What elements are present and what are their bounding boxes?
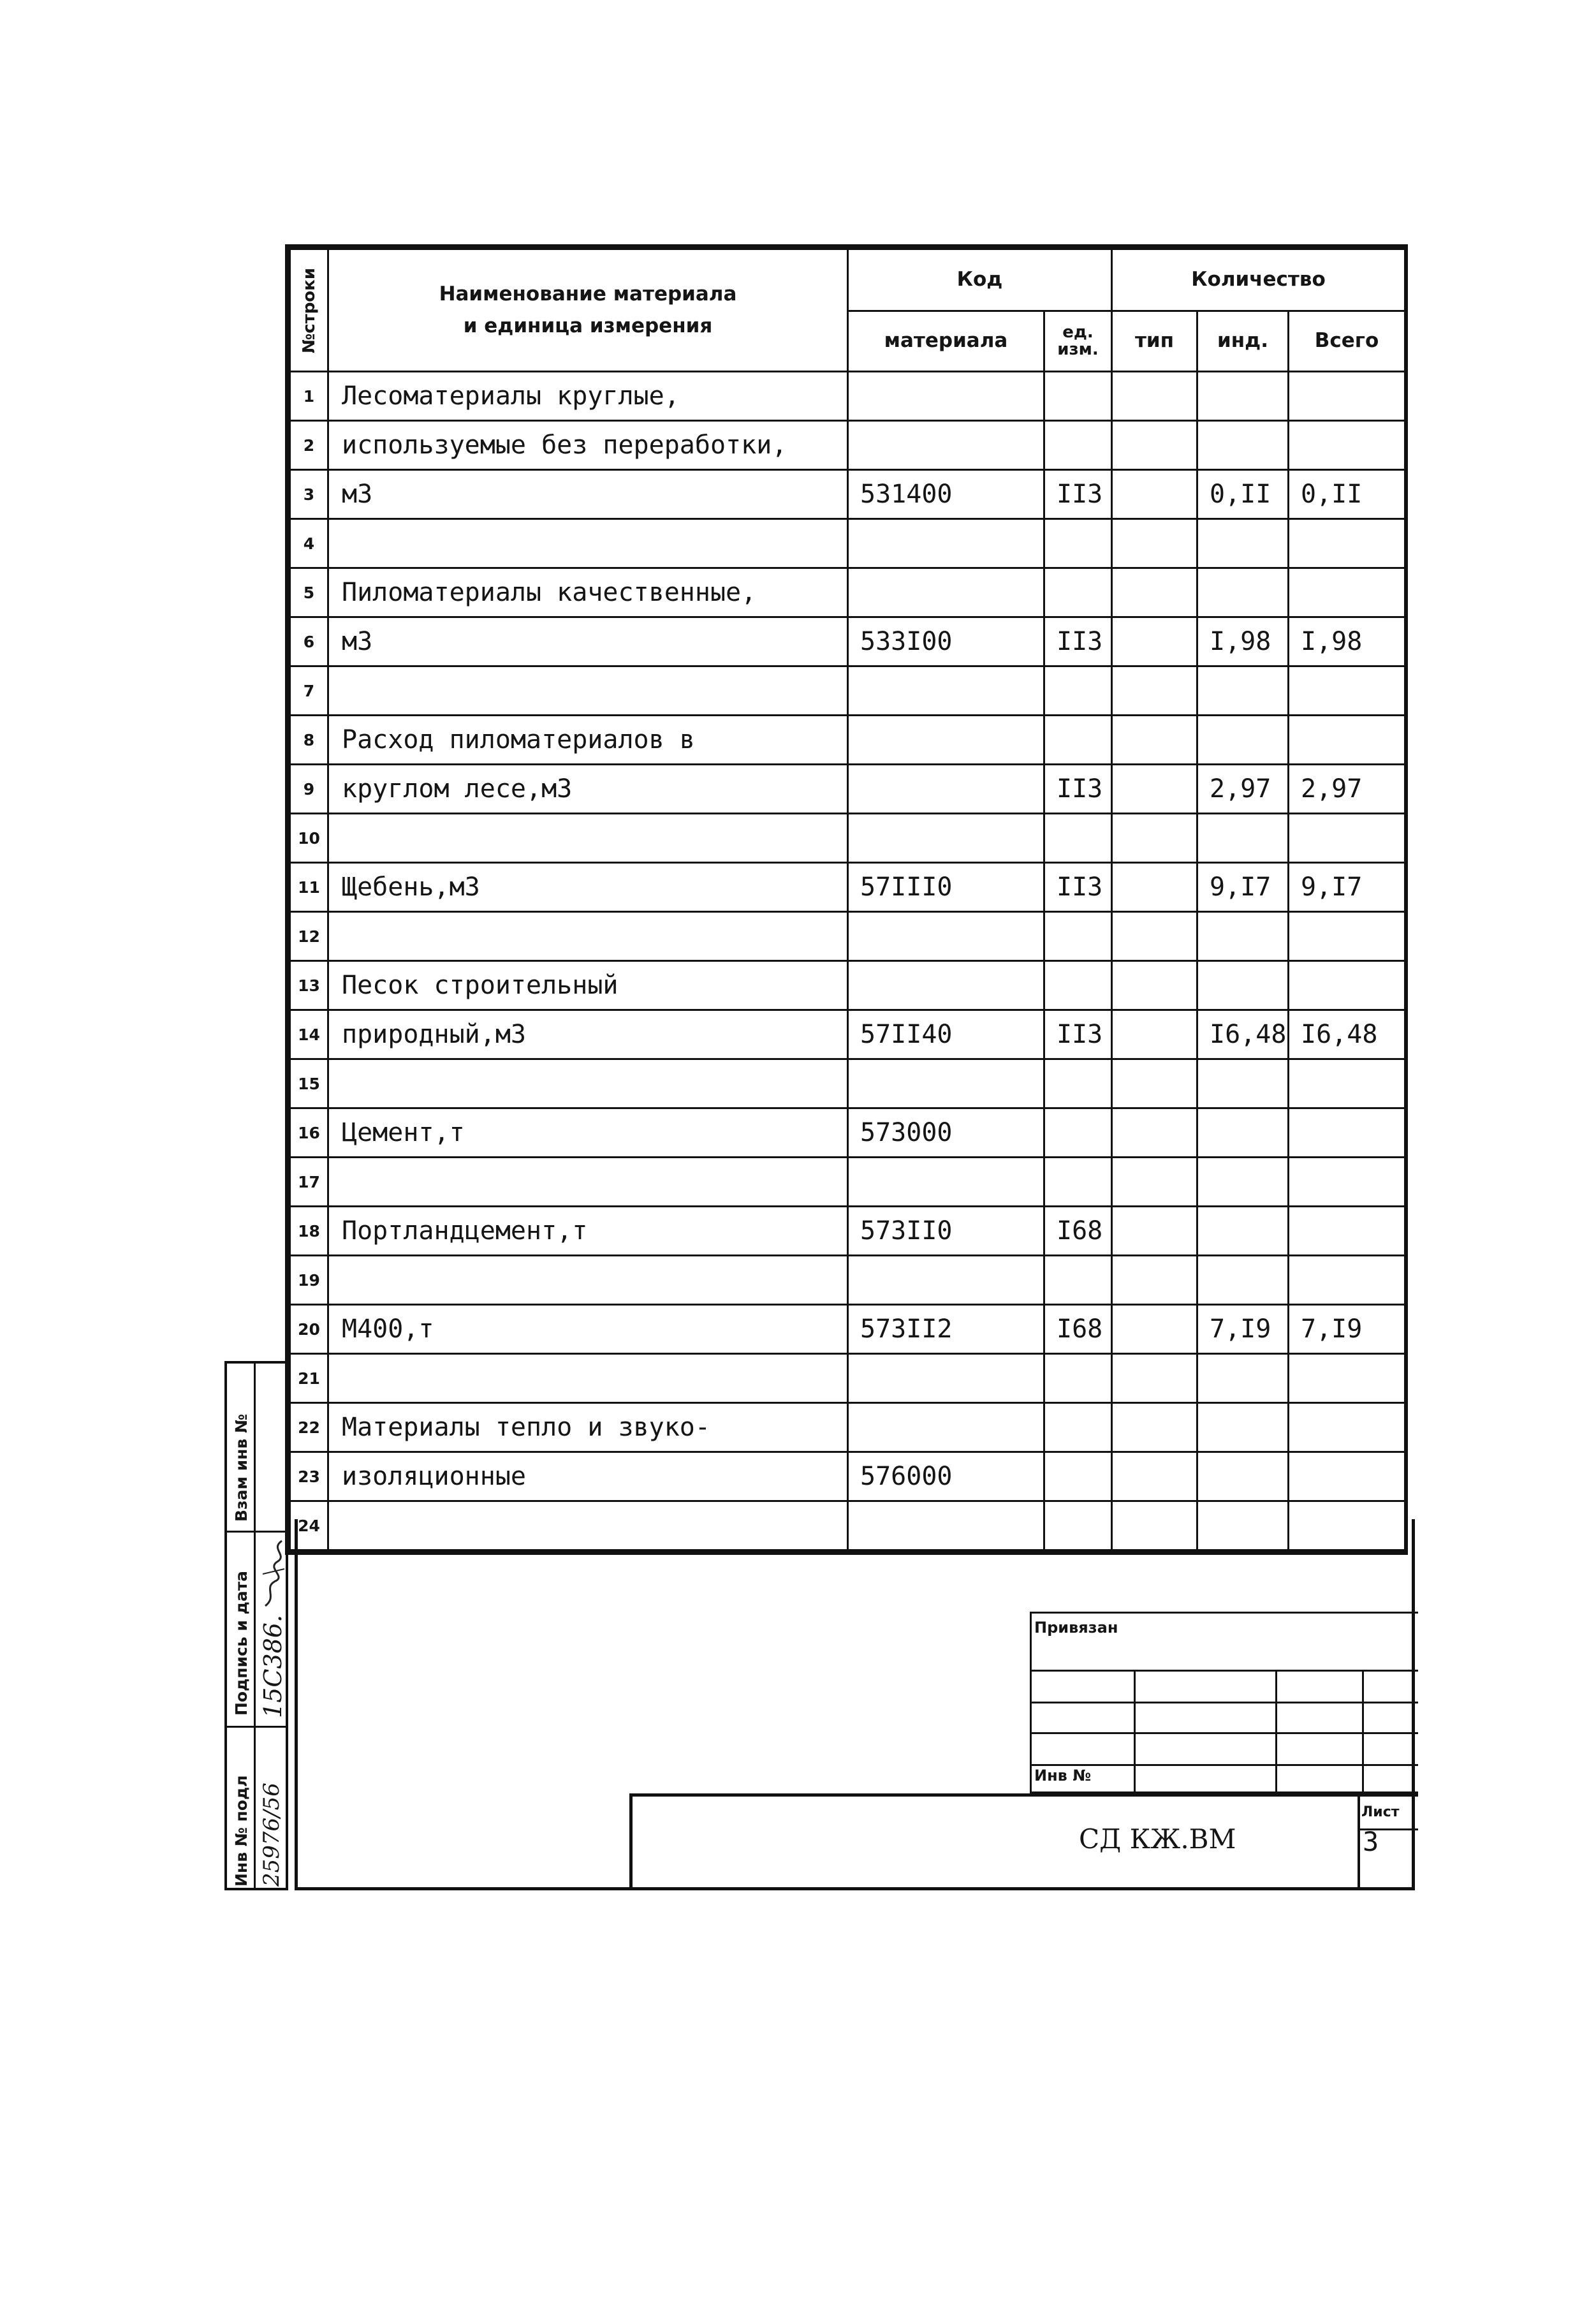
quantity-type-cell bbox=[1112, 1305, 1197, 1354]
side-stamp-divider-2 bbox=[227, 1726, 286, 1728]
quantity-total-cell bbox=[1289, 421, 1405, 470]
unit-code-cell: I68 bbox=[1044, 1207, 1112, 1256]
table-row bbox=[290, 1256, 1405, 1305]
table-row bbox=[290, 961, 1405, 1010]
material-name-cell bbox=[328, 1158, 848, 1207]
row-number-cell: 11 bbox=[290, 863, 328, 912]
quantity-type-cell bbox=[1112, 1403, 1197, 1452]
material-code-cell: 533I00 bbox=[848, 617, 1044, 666]
quantity-ind-cell: 0,II bbox=[1197, 470, 1289, 519]
material-code-cell bbox=[848, 666, 1044, 716]
binding-divider-3 bbox=[1032, 1732, 1418, 1734]
quantity-total-cell bbox=[1289, 912, 1405, 961]
quantity-total-header: Всего bbox=[1289, 311, 1405, 372]
quantity-type-header: тип bbox=[1112, 311, 1197, 372]
unit-code-cell: I68 bbox=[1044, 1305, 1112, 1354]
unit-code-cell bbox=[1044, 1452, 1112, 1501]
quantity-ind-cell bbox=[1197, 666, 1289, 716]
table-row bbox=[290, 1452, 1405, 1501]
material-name-cell bbox=[328, 1354, 848, 1403]
material-name-cell: Материалы тепло и звуко- bbox=[328, 1403, 848, 1452]
quantity-type-cell bbox=[1112, 814, 1197, 863]
material-code-cell bbox=[848, 1256, 1044, 1305]
quantity-type-cell bbox=[1112, 421, 1197, 470]
material-code-cell: 57III0 bbox=[848, 863, 1044, 912]
material-code-cell bbox=[848, 912, 1044, 961]
quantity-type-cell bbox=[1112, 372, 1197, 421]
material-code-cell bbox=[848, 421, 1044, 470]
quantity-total-cell bbox=[1289, 1452, 1405, 1501]
quantity-type-cell bbox=[1112, 1354, 1197, 1403]
unit-code-cell bbox=[1044, 666, 1112, 716]
table-row bbox=[290, 765, 1405, 814]
table-row bbox=[290, 863, 1405, 912]
quantity-type-cell bbox=[1112, 470, 1197, 519]
row-number-cell: 1 bbox=[290, 372, 328, 421]
table-row bbox=[290, 421, 1405, 470]
unit-code-cell bbox=[1044, 912, 1112, 961]
material-name-header-line2: и единица измерения bbox=[463, 314, 713, 337]
unit-code-cell: II3 bbox=[1044, 863, 1112, 912]
row-number-cell: 6 bbox=[290, 617, 328, 666]
quantity-type-cell bbox=[1112, 1256, 1197, 1305]
quantity-ind-cell: 2,97 bbox=[1197, 765, 1289, 814]
unit-code-cell: II3 bbox=[1044, 765, 1112, 814]
quantity-ind-cell bbox=[1197, 1403, 1289, 1452]
row-number-cell: 21 bbox=[290, 1354, 328, 1403]
sheet-divider bbox=[1358, 1797, 1360, 1890]
unit-code-cell: II3 bbox=[1044, 470, 1112, 519]
material-code-cell: 57II40 bbox=[848, 1010, 1044, 1059]
code-unit-header bbox=[1044, 311, 1112, 372]
quantity-type-cell bbox=[1112, 666, 1197, 716]
quantity-ind-cell: 9,I7 bbox=[1197, 863, 1289, 912]
table-row bbox=[290, 912, 1405, 961]
materials-table bbox=[285, 244, 1408, 1555]
quantity-ind-cell: I6,48 bbox=[1197, 1010, 1289, 1059]
quantity-ind-cell bbox=[1197, 912, 1289, 961]
row-number-cell: 4 bbox=[290, 519, 328, 568]
unit-code-cell bbox=[1044, 1108, 1112, 1158]
row-number-cell: 18 bbox=[290, 1207, 328, 1256]
quantity-total-cell bbox=[1289, 568, 1405, 617]
material-code-cell bbox=[848, 568, 1044, 617]
material-code-cell: 531400 bbox=[848, 470, 1044, 519]
side-stamp bbox=[224, 1361, 288, 1890]
quantity-ind-cell bbox=[1197, 716, 1289, 765]
table-row bbox=[290, 1207, 1405, 1256]
material-code-cell bbox=[848, 372, 1044, 421]
side-stamp-divider-1 bbox=[227, 1531, 286, 1533]
material-code-cell: 573II0 bbox=[848, 1207, 1044, 1256]
table-row bbox=[290, 1158, 1405, 1207]
quantity-ind-cell bbox=[1197, 1354, 1289, 1403]
material-name-cell: Песок строительный bbox=[328, 961, 848, 1010]
side-label-vzam: Взам инв № bbox=[232, 1414, 251, 1522]
table-row bbox=[290, 716, 1405, 765]
quantity-total-cell bbox=[1289, 716, 1405, 765]
sheet-label: Лист bbox=[1361, 1804, 1400, 1820]
row-number-cell: 16 bbox=[290, 1108, 328, 1158]
quantity-ind-cell bbox=[1197, 519, 1289, 568]
material-code-cell bbox=[848, 519, 1044, 568]
quantity-total-cell bbox=[1289, 1059, 1405, 1108]
table-header-row-1 bbox=[290, 249, 1405, 311]
table-row bbox=[290, 1354, 1405, 1403]
unit-code-cell: II3 bbox=[1044, 617, 1112, 666]
quantity-header: Количество bbox=[1112, 249, 1405, 311]
row-number-cell: 7 bbox=[290, 666, 328, 716]
quantity-total-cell: I6,48 bbox=[1289, 1010, 1405, 1059]
material-name-cell: м3 bbox=[328, 470, 848, 519]
unit-code-cell bbox=[1044, 1158, 1112, 1207]
material-name-cell: Лесоматериалы круглые, bbox=[328, 372, 848, 421]
unit-code-cell bbox=[1044, 1256, 1112, 1305]
material-name-cell bbox=[328, 912, 848, 961]
unit-code-cell bbox=[1044, 1059, 1112, 1108]
material-code-cell bbox=[848, 716, 1044, 765]
quantity-type-cell bbox=[1112, 1158, 1197, 1207]
unit-code-cell bbox=[1044, 814, 1112, 863]
code-unit-header-text: ед. изм. bbox=[1057, 322, 1099, 359]
quantity-total-cell bbox=[1289, 666, 1405, 716]
unit-code-cell bbox=[1044, 961, 1112, 1010]
quantity-ind-cell bbox=[1197, 421, 1289, 470]
quantity-type-cell bbox=[1112, 1108, 1197, 1158]
quantity-type-cell bbox=[1112, 1207, 1197, 1256]
quantity-type-cell bbox=[1112, 912, 1197, 961]
table-row bbox=[290, 617, 1405, 666]
table-row bbox=[290, 1059, 1405, 1108]
row-number-cell: 22 bbox=[290, 1403, 328, 1452]
material-name-cell: Цемент,т bbox=[328, 1108, 848, 1158]
table-row bbox=[290, 1010, 1405, 1059]
table-row bbox=[290, 568, 1405, 617]
material-code-cell bbox=[848, 1403, 1044, 1452]
quantity-ind-header: инд. bbox=[1197, 311, 1289, 372]
material-name-header-line1: Наименование материала bbox=[439, 282, 737, 305]
binding-label: Привязан bbox=[1034, 1619, 1118, 1637]
quantity-total-cell: I,98 bbox=[1289, 617, 1405, 666]
material-name-cell: круглом лесе,м3 bbox=[328, 765, 848, 814]
material-name-header bbox=[328, 249, 848, 372]
material-code-cell bbox=[848, 961, 1044, 1010]
quantity-total-cell: 7,I9 bbox=[1289, 1305, 1405, 1354]
table-row bbox=[290, 1108, 1405, 1158]
quantity-total-cell bbox=[1289, 1403, 1405, 1452]
title-block bbox=[629, 1793, 1418, 1890]
quantity-ind-cell bbox=[1197, 1452, 1289, 1501]
binding-col-1 bbox=[1134, 1670, 1136, 1791]
quantity-ind-cell bbox=[1197, 1158, 1289, 1207]
material-name-cell: природный,м3 bbox=[328, 1010, 848, 1059]
quantity-total-cell: 9,I7 bbox=[1289, 863, 1405, 912]
row-number-cell: 12 bbox=[290, 912, 328, 961]
quantity-ind-cell bbox=[1197, 1256, 1289, 1305]
row-number-cell: 13 bbox=[290, 961, 328, 1010]
quantity-ind-cell bbox=[1197, 814, 1289, 863]
quantity-total-cell bbox=[1289, 1354, 1405, 1403]
material-code-cell bbox=[848, 765, 1044, 814]
material-name-cell bbox=[328, 519, 848, 568]
inv-no-label: Инв № bbox=[1034, 1767, 1092, 1784]
row-number-cell: 17 bbox=[290, 1158, 328, 1207]
unit-code-cell bbox=[1044, 1354, 1112, 1403]
quantity-total-cell bbox=[1289, 1207, 1405, 1256]
material-code-cell bbox=[848, 1158, 1044, 1207]
material-code-cell: 573II2 bbox=[848, 1305, 1044, 1354]
binding-divider-2 bbox=[1032, 1702, 1418, 1703]
row-number-header: №строки bbox=[290, 249, 328, 372]
material-name-cell bbox=[328, 1059, 848, 1108]
binding-divider-4 bbox=[1032, 1764, 1418, 1766]
unit-code-cell bbox=[1044, 519, 1112, 568]
row-number-cell: 10 bbox=[290, 814, 328, 863]
row-number-cell: 5 bbox=[290, 568, 328, 617]
material-code-cell bbox=[848, 1059, 1044, 1108]
unit-code-cell: II3 bbox=[1044, 1010, 1112, 1059]
document-code: СД КЖ.ВМ bbox=[1079, 1823, 1236, 1855]
material-name-cell: Портландцемент,т bbox=[328, 1207, 848, 1256]
inventory-number: 25976/56 bbox=[259, 1783, 284, 1887]
binding-divider-1 bbox=[1032, 1670, 1418, 1672]
table-row bbox=[290, 519, 1405, 568]
quantity-type-cell bbox=[1112, 1010, 1197, 1059]
unit-code-cell bbox=[1044, 716, 1112, 765]
material-code-cell: 573000 bbox=[848, 1108, 1044, 1158]
row-number-cell: 3 bbox=[290, 470, 328, 519]
signature-icon bbox=[259, 1536, 289, 1612]
unit-code-cell bbox=[1044, 568, 1112, 617]
quantity-total-cell bbox=[1289, 814, 1405, 863]
row-number-cell: 8 bbox=[290, 716, 328, 765]
quantity-type-cell bbox=[1112, 716, 1197, 765]
row-number-cell: 2 bbox=[290, 421, 328, 470]
quantity-type-cell bbox=[1112, 1059, 1197, 1108]
stamp-area bbox=[295, 1519, 1415, 1890]
quantity-type-cell bbox=[1112, 519, 1197, 568]
material-code-cell bbox=[848, 1354, 1044, 1403]
unit-code-cell bbox=[1044, 1403, 1112, 1452]
quantity-type-cell bbox=[1112, 765, 1197, 814]
material-name-cell: Пиломатериалы качественные, bbox=[328, 568, 848, 617]
material-name-cell: М400,т bbox=[328, 1305, 848, 1354]
table-row bbox=[290, 372, 1405, 421]
material-name-cell bbox=[328, 814, 848, 863]
quantity-total-cell bbox=[1289, 961, 1405, 1010]
table-row bbox=[290, 1305, 1405, 1354]
handwritten-date: 15С386. bbox=[259, 1614, 287, 1718]
side-stamp-col-divider bbox=[254, 1364, 256, 1888]
quantity-ind-cell bbox=[1197, 1059, 1289, 1108]
quantity-total-cell: 2,97 bbox=[1289, 765, 1405, 814]
quantity-ind-cell bbox=[1197, 961, 1289, 1010]
material-name-cell: Щебень,м3 bbox=[328, 863, 848, 912]
quantity-type-cell bbox=[1112, 961, 1197, 1010]
quantity-total-cell bbox=[1289, 1158, 1405, 1207]
sheet-number: 3 bbox=[1363, 1826, 1379, 1857]
material-name-cell: м3 bbox=[328, 617, 848, 666]
material-name-cell bbox=[328, 666, 848, 716]
row-number-cell: 14 bbox=[290, 1010, 328, 1059]
side-label-podpis: Подпись и дата bbox=[232, 1570, 251, 1716]
quantity-ind-cell bbox=[1197, 372, 1289, 421]
binding-col-2 bbox=[1275, 1670, 1277, 1791]
quantity-ind-cell bbox=[1197, 1108, 1289, 1158]
quantity-type-cell bbox=[1112, 1452, 1197, 1501]
row-number-cell: 9 bbox=[290, 765, 328, 814]
table-row bbox=[290, 814, 1405, 863]
quantity-ind-cell bbox=[1197, 1207, 1289, 1256]
row-number-cell: 19 bbox=[290, 1256, 328, 1305]
quantity-ind-cell bbox=[1197, 568, 1289, 617]
material-name-cell: Расход пиломатериалов в bbox=[328, 716, 848, 765]
unit-code-cell bbox=[1044, 372, 1112, 421]
code-material-header: материала bbox=[848, 311, 1044, 372]
binding-col-3 bbox=[1362, 1670, 1364, 1791]
quantity-total-cell: 0,II bbox=[1289, 470, 1405, 519]
table-row bbox=[290, 470, 1405, 519]
quantity-total-cell bbox=[1289, 1108, 1405, 1158]
quantity-total-cell bbox=[1289, 1256, 1405, 1305]
quantity-total-cell bbox=[1289, 372, 1405, 421]
quantity-type-cell bbox=[1112, 568, 1197, 617]
table-row bbox=[290, 666, 1405, 716]
material-name-cell: используемые без переработки, bbox=[328, 421, 848, 470]
quantity-total-cell bbox=[1289, 519, 1405, 568]
quantity-type-cell bbox=[1112, 863, 1197, 912]
row-number-cell: 15 bbox=[290, 1059, 328, 1108]
row-number-cell: 20 bbox=[290, 1305, 328, 1354]
table-row bbox=[290, 1403, 1405, 1452]
quantity-ind-cell: I,98 bbox=[1197, 617, 1289, 666]
material-name-cell bbox=[328, 1256, 848, 1305]
row-number-cell: 23 bbox=[290, 1452, 328, 1501]
code-header: Код bbox=[848, 249, 1112, 311]
side-label-inv-podl: Инв № подл bbox=[232, 1775, 251, 1887]
material-code-cell: 576000 bbox=[848, 1452, 1044, 1501]
unit-code-cell bbox=[1044, 421, 1112, 470]
material-code-cell bbox=[848, 814, 1044, 863]
binding-block bbox=[1030, 1612, 1418, 1793]
quantity-type-cell bbox=[1112, 617, 1197, 666]
quantity-ind-cell: 7,I9 bbox=[1197, 1305, 1289, 1354]
material-name-cell: изоляционные bbox=[328, 1452, 848, 1501]
row-number-cell: 24 bbox=[290, 1501, 328, 1550]
